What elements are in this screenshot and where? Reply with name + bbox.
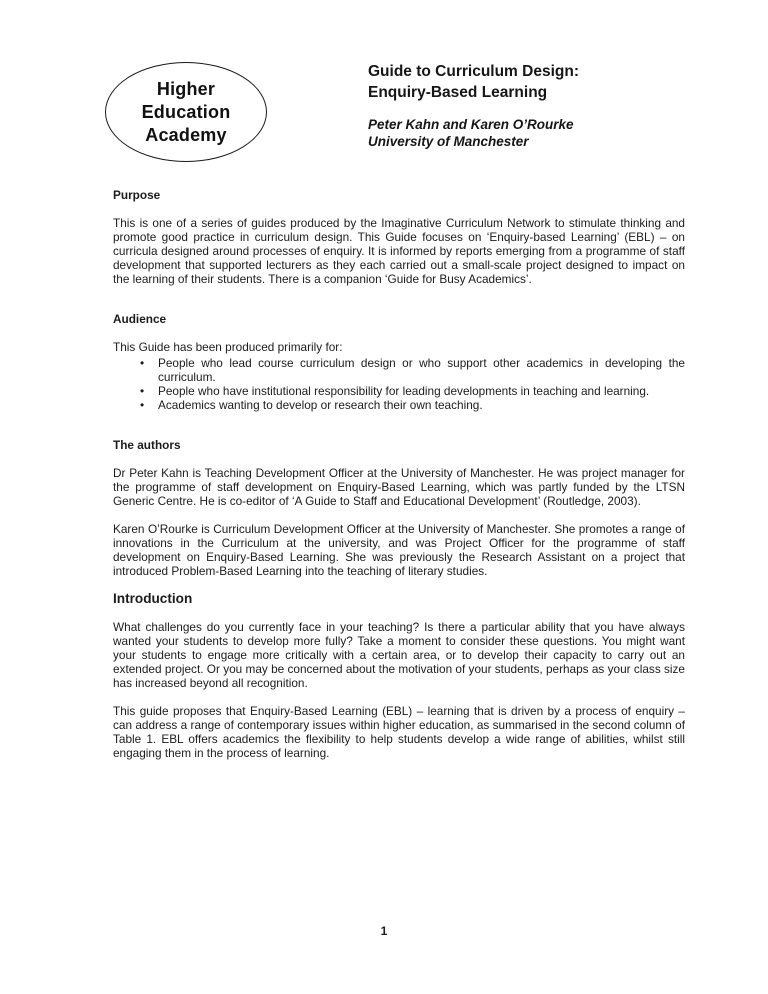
document-body bbox=[113, 188, 685, 774]
authors-paragraph-2: Karen O’Rourke is Curriculum Development Officer at the University of Manchester. She promotes a range of innovations in the Curriculum at the university, and was Project Officer for the programme of staff development on Enquiry-Based Learning. She was previously the Research Assistant on a project that introduced Problem-Based Learning into the teaching of literary studies. bbox=[113, 522, 685, 578]
higher-education-academy-logo bbox=[105, 62, 267, 162]
introduction-paragraph-1: What challenges do you currently face in your teaching? Is there a particular ability that you have always wanted your students to develop more fully? Take a moment to consider these questions. You might want your students to engage more critically with a certain area, or to develop their capacity to carry out an extended project. Or you may be concerned about the motivation of your students, perhaps as your class size has increased beyond all recognition. bbox=[113, 620, 685, 690]
title-line-1: Guide to Curriculum Design: bbox=[368, 63, 579, 80]
title-block bbox=[368, 62, 579, 150]
audience-heading: Audience bbox=[113, 312, 167, 326]
audience-bullet-list bbox=[113, 356, 685, 412]
the-authors-heading: The authors bbox=[113, 438, 181, 452]
introduction-paragraph-2: This guide proposes that Enquiry-Based Learning (EBL) – learning that is driven by a process of enquiry – can address a range of contemporary issues within higher education, as summarised in the second column of Table 1. EBL offers academics the flexibility to help students develop a wide range of abilities, whilst still engaging them in the process of learning. bbox=[113, 704, 685, 760]
title-line-2: Enquiry-Based Learning bbox=[368, 83, 548, 101]
list-item: • Academics wanting to develop or research their own teaching. bbox=[158, 398, 685, 412]
affiliation-line: University of Manchester bbox=[368, 134, 529, 149]
logo-text-line: Higher bbox=[156, 78, 216, 99]
logo-text-line: Academy bbox=[145, 124, 227, 145]
list-item: • People who have institutional responsibility for leading developments in teaching and learning. bbox=[158, 384, 685, 398]
purpose-paragraph: This is one of a series of guides produced by the Imaginative Curriculum Network to stimulate thinking and promote good practice in curriculum design. This Guide focuses on ‘Enquiry-based Learning’ (EBL) – on curricula designed around processes of enquiry. It is informed by reports emerging from a programme of staff development that supported lecturers as they each carried out a small-scale project designed to impact on the learning of their students. There is a companion ‘Guide for Busy Academics’. bbox=[113, 216, 685, 286]
logo-text-line: Education bbox=[141, 101, 231, 122]
authors-paragraph-1: Dr Peter Kahn is Teaching Development Officer at the University of Manchester. He was project manager for the programme of staff development on Enquiry-Based Learning, which was partly funded by the LTSN Generic Centre. He is co-editor of ‘A Guide to Staff and Educational Development’ (Routledge, 2003). bbox=[113, 466, 685, 508]
audience-intro: This Guide has been produced primarily for: bbox=[113, 340, 343, 354]
purpose-heading: Purpose bbox=[113, 188, 161, 202]
introduction-heading: Introduction bbox=[113, 591, 193, 606]
page-number: 1 bbox=[380, 924, 388, 938]
byline bbox=[368, 116, 579, 150]
authors-line: Peter Kahn and Karen O’Rourke bbox=[368, 117, 574, 132]
list-item: • People who lead course curriculum design or who support other academics in developing the curriculum. bbox=[158, 356, 685, 384]
document-title bbox=[368, 62, 579, 103]
